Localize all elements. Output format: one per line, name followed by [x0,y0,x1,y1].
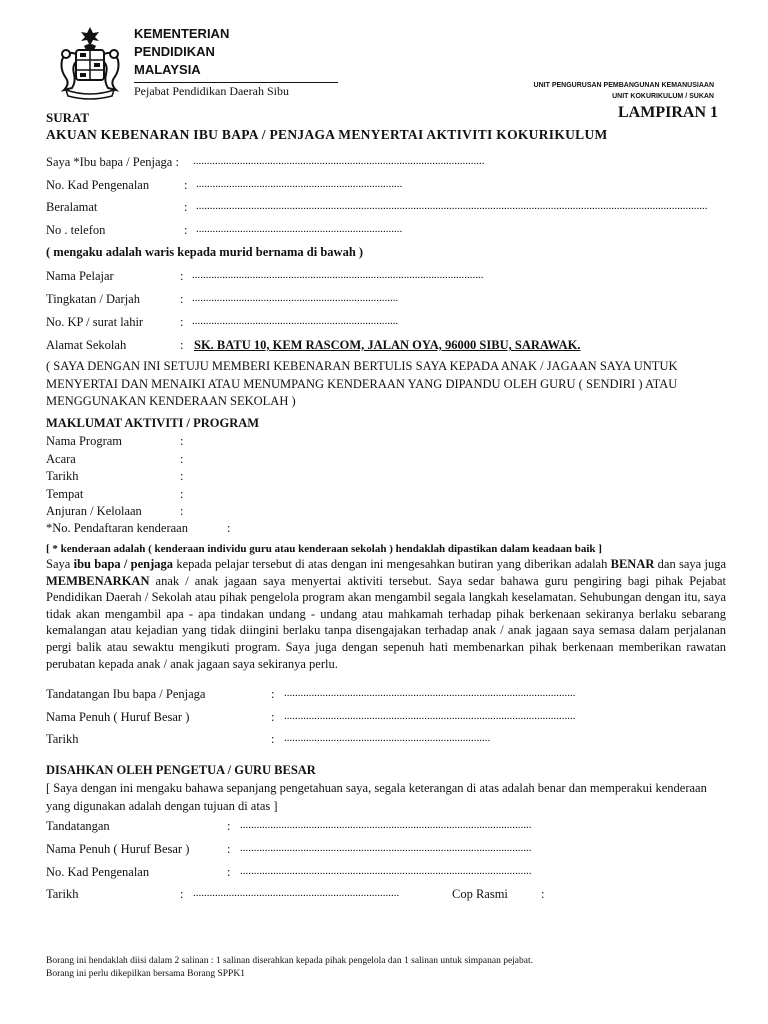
principal-date-field[interactable]: ........................................................................... [193,887,400,899]
decl-emphasis: MEMBENARKAN [46,573,150,588]
student-name-field[interactable]: .......................................................................................................... [192,269,484,281]
parent-address-label: Beralamat [46,200,98,214]
parent-name-field[interactable]: .......................................................................................................... [193,155,485,167]
principal-ic-field[interactable]: .......................................................................................................... [240,865,532,877]
colon: : [180,269,184,283]
activity-heading: MAKLUMAT AKTIVITI / PROGRAM [46,416,260,430]
student-kp-label: No. KP / surat lahir [46,315,144,329]
district-office-name: Pejabat Pendidikan Daerah Sibu [134,82,338,99]
principal-fullname-label: Nama Penuh ( Huruf Besar ) [46,842,190,856]
colon: : [227,842,231,856]
ministry-name-line-2: PENDIDIKAN [134,44,215,59]
colon: : [184,178,188,192]
decl-text: Saya [46,557,71,571]
organizer-label: Anjuran / Kelolaan [46,504,142,518]
event-label: Acara [46,452,76,466]
student-name-label: Nama Pelajar [46,269,114,283]
colon: : [180,504,184,518]
principal-date-label: Tarikh [46,887,79,901]
principal-heading: DISAHKAN OLEH PENGETUA / GURU BESAR [46,763,316,777]
vehicle-registration-label: *No. Pendaftaran kenderaan [46,521,188,535]
colon: : [271,732,275,746]
colon: : [227,865,231,879]
official-stamp-label: Cop Rasmi [452,887,508,901]
colon: : [180,469,184,483]
ministry-name-line-1: KEMENTERIAN [134,26,230,41]
vehicle-warning: [ * kenderaan adalah ( kenderaan individu guru atau kenderaan sekolah ) hendaklah dipastikan dalam keadaan baik ] [46,543,602,555]
decl-emphasis: BENAR [610,557,655,571]
parent-fullname-label: Nama Penuh ( Huruf Besar ) [46,710,190,724]
decl-text: kepada pelajar tersebut di atas dengan ini mengesahkan butiran yang diberikan adalah [176,557,608,571]
parent-phone-label: No . telefon [46,223,106,237]
parent-fullname-field[interactable]: .......................................................................................................... [284,710,576,722]
decl-emphasis: ibu bapa / penjaga [73,557,174,571]
parent-sign-date-label: Tarikh [46,732,79,746]
program-name-label: Nama Program [46,434,123,448]
colon: : [180,338,184,352]
ministry-name-line-3: MALAYSIA [134,62,201,77]
colon: : [271,687,275,701]
student-form-field[interactable]: ........................................................................... [192,292,399,304]
principal-signature-field[interactable]: .......................................................................................................... [240,819,532,831]
colon: : [180,315,184,329]
colon: : [180,887,184,901]
colon: : [227,521,231,535]
attachment-label: LAMPIRAN 1 [618,104,718,121]
document-title: AKUAN KEBENARAN IBU BAPA / PENJAGA MENYERTAI AKTIVITI KOKURIKULUM [46,127,608,142]
colon: : [541,887,545,901]
colon: : [227,819,231,833]
footer-line-1: Borang ini hendaklah diisi dalam 2 salinan : 1 salinan diserahkan kepada pihak pengelola dan 1 salinan untuk simpanan pejabat. [46,956,534,966]
colon: : [180,292,184,306]
principal-fullname-field[interactable]: .......................................................................................................... [240,842,532,854]
principal-ic-label: No. Kad Pengenalan [46,865,150,879]
parent-signature-label: Tandatangan Ibu bapa / Penjaga [46,687,206,701]
parent-signature-field[interactable]: .......................................................................................................... [284,687,576,699]
colon: : [180,452,184,466]
school-address-label: Alamat Sekolah [46,338,127,352]
parent-address-field[interactable]: .......................................................................................................................................................................................... [196,200,708,212]
place-label: Tempat [46,487,84,501]
school-address-value: SK. BATU 10, KEM RASCOM, JALAN OYA, 96000 SIBU, SARAWAK. [194,338,581,352]
decl-text: dan saya juga [657,557,727,571]
parent-sign-date-field[interactable]: ........................................................................... [284,732,491,744]
student-form-label: Tingkatan / Darjah [46,292,140,306]
colon: : [271,710,275,724]
colon: : [184,223,188,237]
student-kp-field[interactable]: ........................................................................... [192,315,399,327]
parent-ic-field[interactable]: ........................................................................... [196,178,403,190]
principal-statement: [ Saya dengan ini mengaku bahawa sepanjang pengetahuan saya, segala keterangan di atas adalah benar dan memperakui kenderaan yang digunakan adalah dengan tujuan di atas ] [46,781,707,813]
unit-line-2: UNIT KOKURIKULUM / SUKAN [612,93,714,100]
malaysia-coat-of-arms-icon [52,24,128,100]
activity-date-label: Tarikh [46,469,79,483]
footer-line-2: Borang ini perlu dikepilkan bersama Borang SPPK1 [46,969,245,979]
decl-text: anak / anak jagaan saya menyertai aktiviti tersebut. Saya sedar bahawa guru pengiring bagi pihak Pejabat Pendidikan Daerah / Sekolah atau pihak pengelola program akan mengambil segala langkah keselamatan. Sehubungan dengan itu, saya tidak akan mengambil apa - apa tindakan undang - undang atau mahkamah terhadap pihak berkenaan sekiranya berlaku sebarang kemalangan atau kejadian yang tidak diingini berlaku tanpa disengajakan terhadap anak / anak jagaan saya semasa dalam perjalanan pergi balik atau sewaktu mengikuti program. Saya juga dengan sepenuh hati membenarkan pihak berkenaan memberikan rawatan perubatan kepada anak / anak jagaan saya sekiranya perlu. [46,573,726,671]
guardian-acknowledgement: ( mengaku adalah waris kepada murid bernama di bawah ) [46,245,364,259]
parent-phone-field[interactable]: ........................................................................... [196,223,403,235]
footer-note [46,955,726,981]
unit-line-1: UNIT PENGURUSAN PEMBANGUNAN KEMANUSIAAN [533,82,714,89]
declaration-paragraph [46,556,726,672]
colon: : [184,200,188,214]
parent-ic-label: No. Kad Pengenalan [46,178,150,192]
principal-signature-label: Tandatangan [46,819,110,833]
consent-paragraph: ( SAYA DENGAN INI SETUJU MEMBERI KEBENARAN BERTULIS SAYA KEPADA ANAK / JAGAAN SAYA UNTUK MENYERTAI DAN MENAIKI ATAU MENUMPANG KENDERAAN YANG DIPANDU OLEH GURU ( SENDIRI ) ATAU MENGGUNAKAN KENDERAAN SEKOLAH ) [46,359,678,408]
colon: : [180,487,184,501]
parent-name-label: Saya *Ibu bapa / Penjaga : [46,155,179,169]
colon: : [180,434,184,448]
letter-label: SURAT [46,110,90,125]
